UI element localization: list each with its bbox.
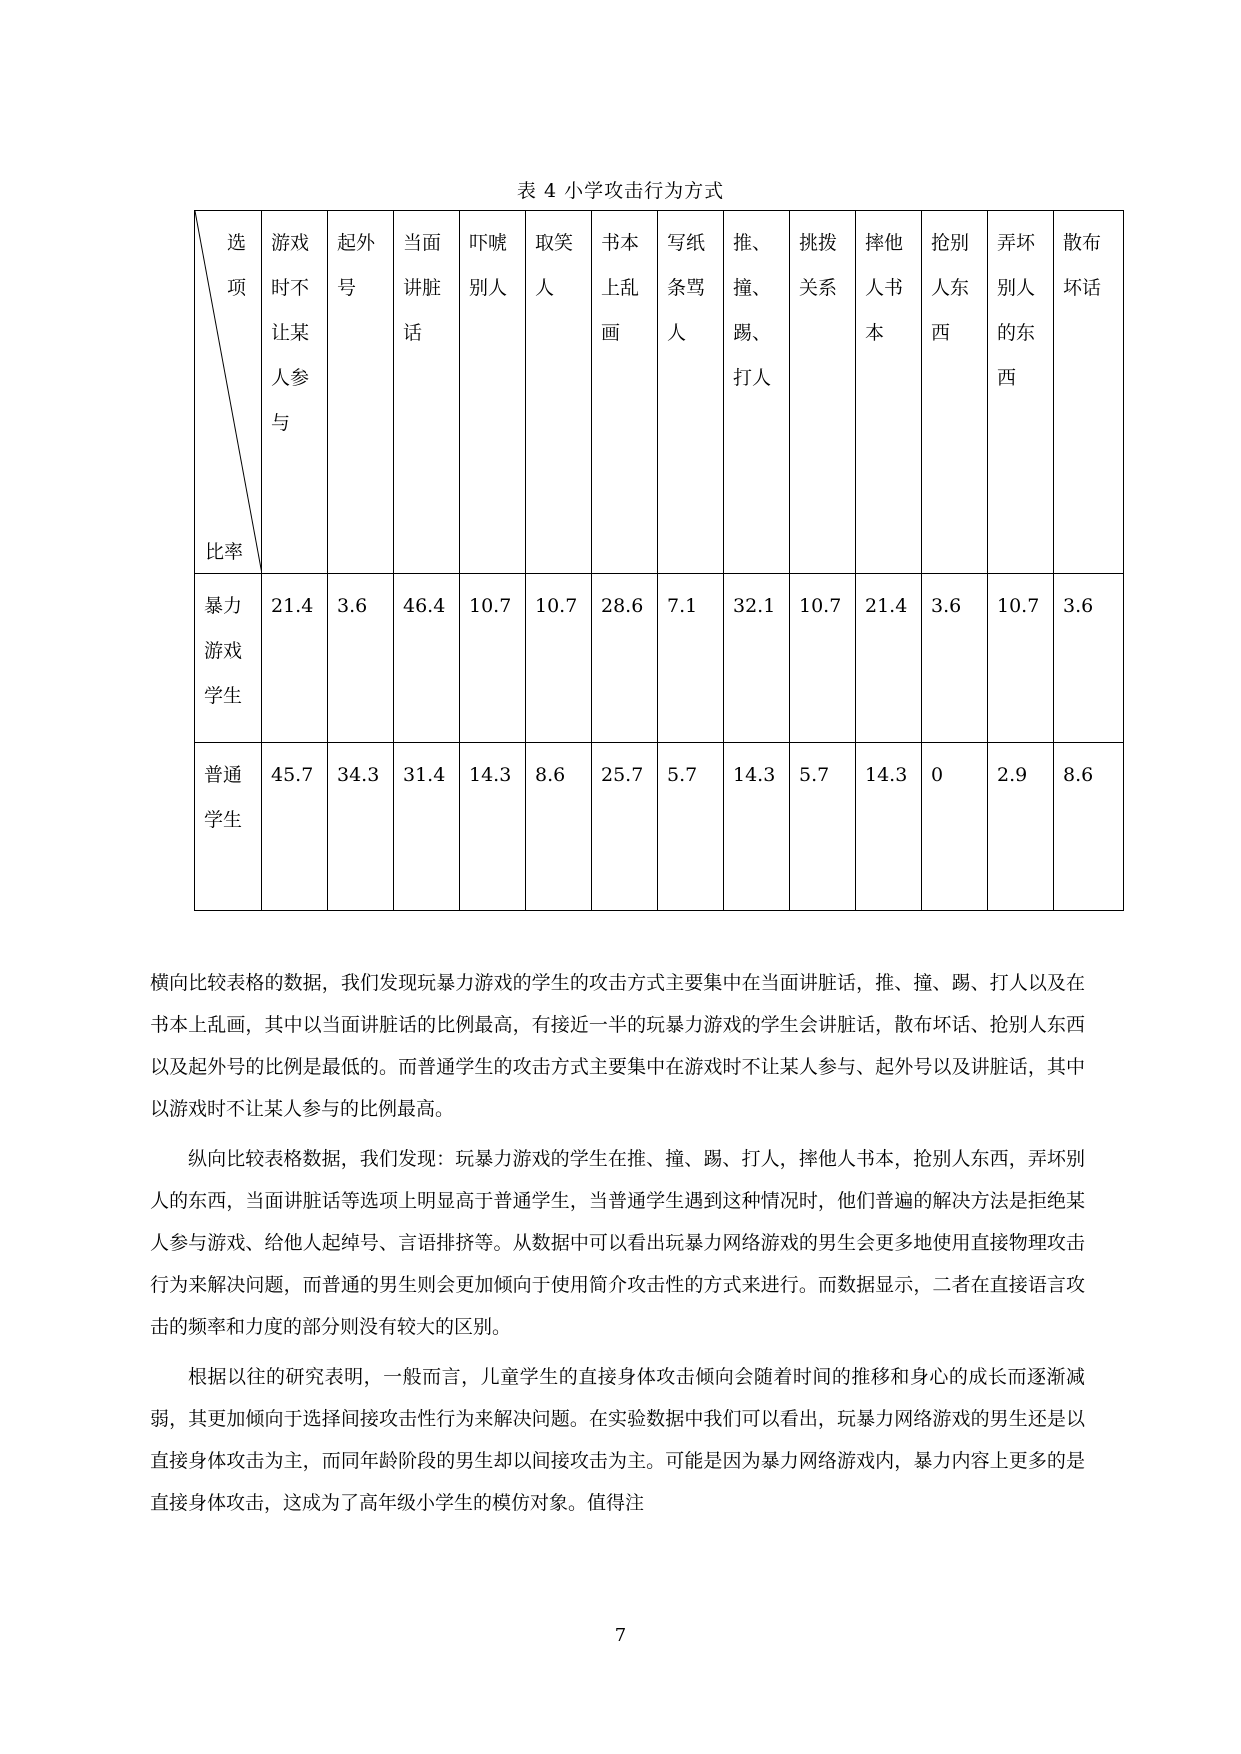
table-cell: 32.1 xyxy=(724,574,790,743)
table-cell: 28.6 xyxy=(592,574,658,743)
table-caption: 表 4 小学攻击行为方式 xyxy=(516,180,725,202)
aggression-table xyxy=(194,210,1124,911)
table-cell: 10.7 xyxy=(526,574,592,743)
corner-cell xyxy=(195,211,262,574)
table-cell: 45.7 xyxy=(262,743,328,911)
column-header: 抢别人东西 xyxy=(922,211,988,574)
table-cell: 8.6 xyxy=(526,743,592,911)
page-number: 7 xyxy=(614,1625,627,1646)
table-cell: 2.9 xyxy=(988,743,1054,911)
corner-top-label: 选项 xyxy=(227,232,247,299)
table-row xyxy=(195,574,1124,743)
table-cell: 3.6 xyxy=(328,574,394,743)
paragraph: 根据以往的研究表明，一般而言，儿童学生的直接身体攻击倾向会随着时间的推移和身心的成长而逐渐减弱，其更加倾向于选择间接攻击性行为来解决问题。在实验数据中我们可以看出，玩暴力网络游戏的男生还是以直接身体攻击为主，而同年龄阶段的男生却以间接攻击为主。可能是因为暴力网络游戏内，暴力内容上更多的是直接身体攻击，这成为了高年级小学生的模仿对象。值得注 xyxy=(150,1366,1085,1514)
column-header: 弄坏别人的东西 xyxy=(988,211,1054,574)
header-row xyxy=(195,211,1124,574)
table-cell: 10.7 xyxy=(460,574,526,743)
table-cell: 34.3 xyxy=(328,743,394,911)
table-cell: 3.6 xyxy=(1054,574,1124,743)
table-cell: 10.7 xyxy=(790,574,856,743)
column-header: 散布坏话 xyxy=(1054,211,1124,574)
column-header: 起外号 xyxy=(328,211,394,574)
column-header: 吓唬别人 xyxy=(460,211,526,574)
corner-bottom-label: 比率 xyxy=(205,541,244,563)
column-header: 挑拨关系 xyxy=(790,211,856,574)
table-cell: 21.4 xyxy=(856,574,922,743)
table-cell: 3.6 xyxy=(922,574,988,743)
table-cell: 5.7 xyxy=(658,743,724,911)
table-cell: 46.4 xyxy=(394,574,460,743)
table-cell: 0 xyxy=(922,743,988,911)
table-row xyxy=(195,743,1124,911)
table-cell: 14.3 xyxy=(460,743,526,911)
column-header: 当面讲脏话 xyxy=(394,211,460,574)
table-cell: 8.6 xyxy=(1054,743,1124,911)
column-header: 摔他人书本 xyxy=(856,211,922,574)
row-label: 暴力游戏学生 xyxy=(195,574,262,743)
table-cell: 10.7 xyxy=(988,574,1054,743)
row-label: 普通学生 xyxy=(195,743,262,911)
paragraph: 纵向比较表格数据，我们发现：玩暴力游戏的学生在推、撞、踢、打人，摔他人书本，抢别人东西，弄坏别人的东西，当面讲脏话等选项上明显高于普通学生，当普通学生遇到这种情况时，他们普遍的解决方法是拒绝某人参与游戏、给他人起绰号、言语排挤等。从数据中可以看出玩暴力网络游戏的男生会更多地使用直接物理攻击行为来解决问题，而普通的男生则会更加倾向于使用简介攻击性的方式来进行。而数据显示，二者在直接语言攻击的频率和力度的部分则没有较大的区别。 xyxy=(150,1148,1085,1338)
body-text xyxy=(150,962,1085,1532)
column-header: 取笑人 xyxy=(526,211,592,574)
column-header: 书本上乱画 xyxy=(592,211,658,574)
table-cell: 14.3 xyxy=(724,743,790,911)
paragraph: 横向比较表格的数据，我们发现玩暴力游戏的学生的攻击方式主要集中在当面讲脏话，推、撞、踢、打人以及在书本上乱画，其中以当面讲脏话的比例最高，有接近一半的玩暴力游戏的学生会讲脏话，散布坏话、抢别人东西以及起外号的比例是最低的。而普通学生的攻击方式主要集中在游戏时不让某人参与、起外号以及讲脏话，其中以游戏时不让某人参与的比例最高。 xyxy=(150,972,1085,1120)
table-cell: 21.4 xyxy=(262,574,328,743)
column-header: 推、撞、踢、打人 xyxy=(724,211,790,574)
table-cell: 5.7 xyxy=(790,743,856,911)
column-header: 游戏时不让某人参与 xyxy=(262,211,328,574)
table-cell: 14.3 xyxy=(856,743,922,911)
table-cell: 7.1 xyxy=(658,574,724,743)
table-cell: 31.4 xyxy=(394,743,460,911)
table-cell: 25.7 xyxy=(592,743,658,911)
column-header: 写纸条骂人 xyxy=(658,211,724,574)
